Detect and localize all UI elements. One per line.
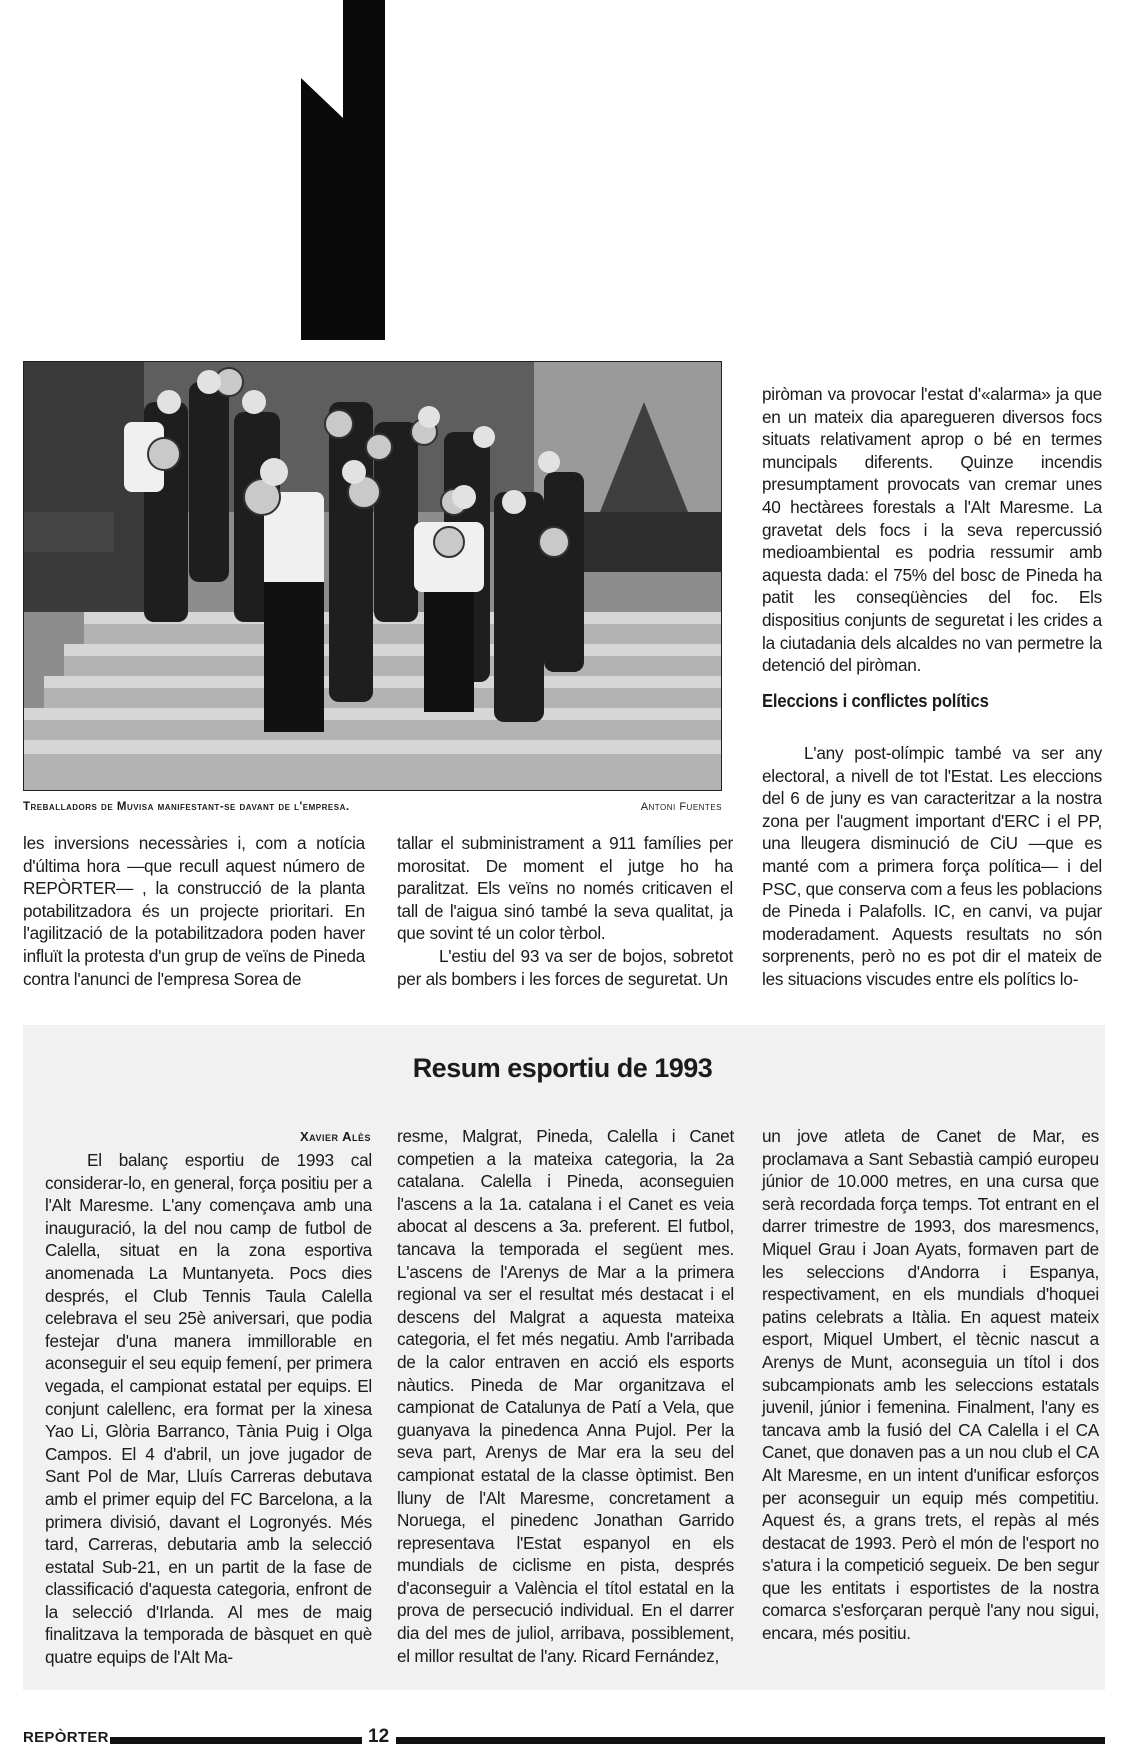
page-number: 12 (368, 1726, 390, 1747)
sports-paragraph: un jove atleta de Canet de Mar, es proclamava a Sant Sebastià campió europeu júnior de 10.000 metres, en una cursa que serà recordada força temps. Tot entrant en el darrer trimestre de 1993, dos maresmencs, Miquel Grau i Joan Ayats, formaven part de les seleccions d'Andorra i Espanya, respectivament, en els mundials d'hoquei patins celebrats a Itàlia. En aquest mateix esport, Miquel Umbert, el tècnic nascut a Arenys de Munt, aconseguia un títol i dos subcampionats amb les seleccions estatals juvenil, júnior i femenina. Finalment, l'any es tancava amb la fusió del CA Calella i el CA Canet, que donaven pas a un nou club el CA Alt Maresme, en un intent d'unificar esforços per aconseguir un equip més competitiu. Aquest és, a grans trets, el repàs al més destacat de 1993. Però el món de l'esport no s'atura i la competició segueix. De ben segur que les entitats i esportistes de la nostra comarca s'esforçaran perquè l'any nou sigui, encara, més positiu. (762, 1126, 1099, 1644)
magazine-logo (301, 0, 385, 340)
author-byline: Xavier Alès (299, 1129, 371, 1144)
article-right-column-bottom (762, 742, 1102, 991)
sports-column-2 (397, 1125, 734, 1667)
news-photo (23, 361, 722, 791)
sports-paragraph: El balanç esportiu de 1993 cal considerar-lo, en general, força positiu per a l'Alt Maresme. L'any començava amb una inauguració, la del nou camp de futbol de Calella, situat en la zona esportiva anomenada La Muntanyeta. Pocs dies després, el Club Tennis Taula Calella celebrava el seu 25è aniversari, que podia festejar d'una manera immillorable en aconseguir el seu equip femení, per primera vegada, el campionat estatal per equips. El conjunt calellenc, era format per la xinesa Yao Li, Glòria Barranco, Tània Puig i Olga Campos. El 4 d'abril, un jove jugador de Sant Pol de Mar, Lluís Carreras debutava amb el primer equip del FC Barcelona, a la primera divisió, davant el Logronyés. Més tard, Carreras, debutaria amb la selecció estatal Sub-21, en un partit de la fase de classificació d'aquesta categoria, enfront de la selecció d'Irlanda. Al mes de maig finalitzava la temporada de bàsquet en què quatre equips de l'Alt Ma- (45, 1150, 372, 1668)
article-column-1 (23, 832, 365, 990)
sports-title: Resum esportiu de 1993 (412, 1053, 713, 1083)
article-paragraph: L'estiu del 93 va ser de bojos, sobretot per als bombers i les forces de seguretat. Un (397, 945, 733, 989)
article-paragraph: les inversions necessàries i, com a notícia d'última hora —que recull aquest número de REPÒRTER— , la construcció de la planta potabilitzadora és un projecte prioritari. En l'agilització de la potabilitzadora poden haver influït la protesta d'un grup de veïns de Pineda contra l'anunci de l'empresa Sorea de (23, 833, 365, 989)
photo-image (24, 362, 722, 791)
photo-credit: Antoni Fuentes (640, 801, 722, 813)
article-right-column-top (762, 383, 1102, 677)
article-column-2 (397, 832, 733, 990)
footer-rule-left (110, 1737, 362, 1744)
article-paragraph: L'any post-olímpic també va ser any electoral, a nivell de tot l'Estat. Les eleccions del 6 de juny es van caracteritzar a la nostra zona per l'augment important d'ERC i el PP, una lleugera disminució de CiU —que es manté com a primera força política— i del PSC, que conserva com a feus les poblacions de Pineda i Palafolls. IC, en canvi, va pujar moderadament. Aquests resultats no són sorprenents, però no es pot dir el mateix de les situacions viscudes entre els polítics lo- (762, 743, 1102, 989)
article-paragraph: piròman va provocar l'estat d'«alarma» ja que en un mateix dia aparegueren diversos focs situats relativament aprop o bé en termes muncipals diferents. Quinze incendis presumptament provocats van cremar unes 40 hectàrees forestals a l'Alt Maresme. La gravetat dels focs i la seva repercussió medioambiental es podria ressumir amb aquesta dada: el 75% del bosc de Pineda ha patit les conseqüències del foc. Els dispositius conjunts de seguretat i les crides a la ciutadania dels alcaldes no van permetre la detenció del piròman. (762, 384, 1102, 676)
sports-column-3 (762, 1125, 1099, 1645)
sports-paragraph: resme, Malgrat, Pineda, Calella i Canet competien a la mateixa categoria, la 2a catalana. Calella i Pineda, aconseguien l'ascens a la 1a. catalana i el Canet es veia abocat al descens a 3a. preferent. El futbol, tancava la temporada el següent mes. L'ascens de l'Arenys de Mar a la primera regional va ser el resultat més destacat i el descens del Malgrat a aquesta mateixa categoria, el fet més negatiu. Amb l'arribada de la calor entraven en acció els esports nàutics. Pineda de Mar organitzava el campionat de Catalunya de Patí a Vela, que guanyava la pinedenca Anna Pujol. Per la seva part, Arenys de Mar era la seu del campionat estatal de la classe òptimist. Ben lluny de l'Alt Maresme, concretament a Noruega, el pinedenc Jonathan Garrido representava l'Estat espanyol en els mundials de ciclisme en pista, després d'aconseguir a València el títol estatal en la prova de persecució individual. En el darrer dia del mes de juliol, arribava, possiblement, el millor resultat de l'any. Ricard Fernández, (397, 1126, 734, 1666)
photo-caption: Treballadors de Muvisa manifestant-se davant de l'empresa. (23, 801, 350, 813)
footer-magazine-name: REPÒRTER (23, 1729, 109, 1746)
section-subhead: Eleccions i conflictes polítics (762, 690, 989, 711)
article-paragraph: tallar el subministrament a 911 famílies per morositat. De moment el jutge ho ha paralitzat. Els veïns no només criticaven el tall de l'aigua sinó també la seva qualitat, ja que sovint té un color tèrbol. (397, 833, 733, 944)
footer-rule-right (396, 1737, 1105, 1744)
sports-column-1 (45, 1149, 372, 1669)
